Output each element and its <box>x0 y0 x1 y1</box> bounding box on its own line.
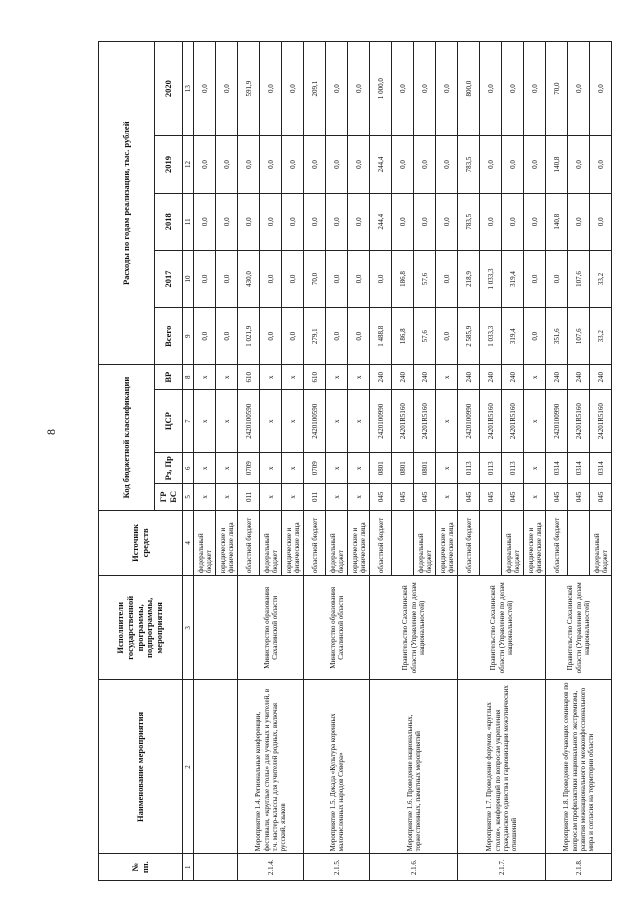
rz-cell: 0314 <box>568 453 590 484</box>
vr-cell: х <box>282 365 304 390</box>
source-cell: юридические и физические лица <box>348 510 370 575</box>
y2017-cell: 186,8 <box>392 250 414 307</box>
gr-cell: х <box>282 484 304 511</box>
y2019-cell: 0,0 <box>502 136 524 193</box>
y2020-cell: 0,0 <box>524 42 546 136</box>
y2020-cell: 0,0 <box>326 42 348 136</box>
measure-executor: Министерство образования Сахалинской области <box>304 576 370 680</box>
header-expenses: Расходы по годам реализации, тыс. рублей <box>99 42 155 365</box>
vr-cell: 240 <box>414 365 436 390</box>
measure-executor: Правительство Сахалинской области (Управление по делам национальностей) <box>370 576 458 680</box>
header-total: Всего <box>155 308 183 365</box>
source-cell: федеральный бюджет <box>260 510 282 575</box>
vr-cell: 240 <box>370 365 392 390</box>
source-cell: юридические и физические лица <box>216 510 238 575</box>
vr-cell: 240 <box>392 365 414 390</box>
measure-number: 2.1.8. <box>546 854 612 881</box>
header-source: Источник средств <box>99 510 183 575</box>
total-cell: 0,0 <box>436 308 458 365</box>
total-cell: 1 033,3 <box>480 308 502 365</box>
header-num: № пп. <box>99 854 183 881</box>
total-cell: 0,0 <box>524 308 546 365</box>
csr-cell: х <box>436 389 458 452</box>
source-cell: федеральный бюджет <box>194 510 216 575</box>
gr-cell: 045 <box>414 484 436 511</box>
y2020-cell: 0,0 <box>414 42 436 136</box>
rz-cell: 0801 <box>370 453 392 484</box>
y2018-cell: 0,0 <box>304 193 326 250</box>
vr-cell: х <box>348 365 370 390</box>
vr-cell: 610 <box>238 365 260 390</box>
rz-cell: х <box>194 453 216 484</box>
vr-cell: 240 <box>480 365 502 390</box>
header-csr: ЦСР <box>155 389 183 452</box>
y2018-cell: 0,0 <box>194 193 216 250</box>
source-cell: федеральный бюджет <box>414 510 436 575</box>
rz-cell: 0709 <box>238 453 260 484</box>
y2020-cell: 70,0 <box>546 42 568 136</box>
y2018-cell: 0,0 <box>524 193 546 250</box>
measure-name: Мероприятие 1.8. Проведение обучающих семинаров по вопросам профилактики национального экстремизма, развития межнационального и межконфессионального мира и согласия на территории области <box>546 680 612 854</box>
rz-cell: 0801 <box>392 453 414 484</box>
source-cell: областной бюджет <box>458 510 480 575</box>
y2017-cell: 0,0 <box>546 250 568 307</box>
total-cell: 1 021,9 <box>238 308 260 365</box>
y2020-cell: 0,0 <box>282 42 304 136</box>
csr-cell: х <box>260 389 282 452</box>
source-cell <box>568 510 590 575</box>
y2017-cell: 0,0 <box>326 250 348 307</box>
column-number: 2 <box>183 680 194 854</box>
csr-cell: 24201R5160 <box>392 389 414 452</box>
column-number: 13 <box>183 42 194 136</box>
num-cell <box>194 854 238 881</box>
y2017-cell: 33,2 <box>590 250 612 307</box>
y2017-cell: 57,6 <box>414 250 436 307</box>
y2020-cell: 0,0 <box>392 42 414 136</box>
gr-cell: х <box>524 484 546 511</box>
measure-executor: Правительство Сахалинской области (Управление по делам национальностей) <box>458 576 546 680</box>
column-number: 5 <box>183 484 194 511</box>
y2018-cell: 0,0 <box>282 193 304 250</box>
column-number: 10 <box>183 250 194 307</box>
measure-name: Мероприятие 1.5. Декада «Культура коренных малочисленных народов Севера» <box>304 680 370 854</box>
measure-executor: Министерство образования Сахалинской области <box>238 576 304 680</box>
y2020-cell: 0,0 <box>260 42 282 136</box>
y2018-cell: 244,4 <box>370 193 392 250</box>
total-cell: 186,8 <box>392 308 414 365</box>
rz-cell: 0113 <box>458 453 480 484</box>
y2019-cell: 0,0 <box>260 136 282 193</box>
vr-cell: 240 <box>458 365 480 390</box>
column-number: 11 <box>183 193 194 250</box>
y2018-cell: 0,0 <box>216 193 238 250</box>
gr-cell: 045 <box>370 484 392 511</box>
y2018-cell: 0,0 <box>238 193 260 250</box>
gr-cell: х <box>194 484 216 511</box>
total-cell: 0,0 <box>326 308 348 365</box>
total-cell: 319,4 <box>502 308 524 365</box>
y2019-cell: 0,0 <box>414 136 436 193</box>
y2019-cell: 783,5 <box>458 136 480 193</box>
vr-cell: 240 <box>546 365 568 390</box>
csr-cell: х <box>282 389 304 452</box>
y2018-cell: 0,0 <box>480 193 502 250</box>
rz-cell: х <box>348 453 370 484</box>
y2019-cell: 0,0 <box>590 136 612 193</box>
total-cell: 279,1 <box>304 308 326 365</box>
measure-executor: Правительство Сахалинской области (Управление по делам национальностей) <box>546 576 612 680</box>
csr-cell: 2420100590 <box>304 389 326 452</box>
y2017-cell: 0,0 <box>216 250 238 307</box>
y2019-cell: 0,0 <box>524 136 546 193</box>
y2019-cell: 0,0 <box>480 136 502 193</box>
csr-cell: х <box>348 389 370 452</box>
source-cell <box>480 510 502 575</box>
y2020-cell: 0,0 <box>194 42 216 136</box>
y2018-cell: 0,0 <box>590 193 612 250</box>
column-number: 4 <box>183 510 194 575</box>
vr-cell: х <box>216 365 238 390</box>
header-rz: Рз, Пр <box>155 453 183 484</box>
y2019-cell: 0,0 <box>216 136 238 193</box>
rz-cell: х <box>216 453 238 484</box>
total-cell: 0,0 <box>216 308 238 365</box>
y2019-cell: 0,0 <box>194 136 216 193</box>
y2019-cell: 140,8 <box>546 136 568 193</box>
y2017-cell: 218,9 <box>458 250 480 307</box>
header-vr: ВР <box>155 365 183 390</box>
y2017-cell: 0,0 <box>524 250 546 307</box>
y2017-cell: 1 033,3 <box>480 250 502 307</box>
y2017-cell: 0,0 <box>194 250 216 307</box>
header-year: 2018 <box>155 193 183 250</box>
page-number: 8 <box>44 429 58 435</box>
y2019-cell: 0,0 <box>348 136 370 193</box>
name-cell <box>194 680 238 854</box>
y2020-cell: 1 000,0 <box>370 42 392 136</box>
vr-cell: х <box>436 365 458 390</box>
total-cell: 351,6 <box>546 308 568 365</box>
measure-name: Мероприятие 1.7. Проведение форумов, «круглых столов», конференций по вопросам укрепления гражданского единства и гармонизации межэтнических отношений <box>458 680 546 854</box>
gr-cell: х <box>260 484 282 511</box>
y2020-cell: 0,0 <box>502 42 524 136</box>
column-number: 8 <box>183 365 194 390</box>
y2018-cell: 0,0 <box>568 193 590 250</box>
rz-cell: 0113 <box>502 453 524 484</box>
y2019-cell: 0,0 <box>436 136 458 193</box>
measure-number: 2.1.6. <box>370 854 458 881</box>
csr-cell: 2420100990 <box>458 389 480 452</box>
gr-cell: 045 <box>458 484 480 511</box>
rotated-page-content <box>98 1 618 881</box>
executor-cell <box>194 576 238 680</box>
y2018-cell: 0,0 <box>414 193 436 250</box>
y2020-cell: 0,0 <box>436 42 458 136</box>
gr-cell: 045 <box>546 484 568 511</box>
measure-name: Мероприятие 1.6. Проведение национальных, торжественных, памятных мероприятий <box>370 680 458 854</box>
y2019-cell: 244,4 <box>370 136 392 193</box>
source-cell: юридические и физические лица <box>282 510 304 575</box>
vr-cell: х <box>260 365 282 390</box>
csr-cell: х <box>524 389 546 452</box>
vr-cell: х <box>326 365 348 390</box>
source-cell: федеральный бюджет <box>326 510 348 575</box>
gr-cell: х <box>436 484 458 511</box>
rz-cell: х <box>436 453 458 484</box>
y2017-cell: 70,0 <box>304 250 326 307</box>
y2020-cell: 0,0 <box>480 42 502 136</box>
total-cell: 107,6 <box>568 308 590 365</box>
y2018-cell: 0,0 <box>502 193 524 250</box>
source-cell: юридические и физические лица <box>524 510 546 575</box>
y2017-cell: 107,6 <box>568 250 590 307</box>
measure-number: 2.1.7. <box>458 854 546 881</box>
total-cell: 2 585,9 <box>458 308 480 365</box>
expenditure-table <box>98 41 612 881</box>
vr-cell: х <box>524 365 546 390</box>
column-number: 3 <box>183 576 194 680</box>
table-row <box>370 42 392 881</box>
csr-cell: х <box>216 389 238 452</box>
gr-cell: 011 <box>238 484 260 511</box>
rz-cell: х <box>524 453 546 484</box>
y2019-cell: 0,0 <box>392 136 414 193</box>
rz-cell: х <box>282 453 304 484</box>
y2020-cell: 0,0 <box>348 42 370 136</box>
table-row <box>238 42 260 881</box>
y2019-cell: 0,0 <box>238 136 260 193</box>
gr-cell: 045 <box>502 484 524 511</box>
source-cell: федеральный бюджет <box>590 510 612 575</box>
total-cell: 33,2 <box>590 308 612 365</box>
table-row <box>546 42 568 881</box>
source-cell: областной бюджет <box>546 510 568 575</box>
total-cell: 57,6 <box>414 308 436 365</box>
source-cell <box>392 510 414 575</box>
column-number: 9 <box>183 308 194 365</box>
source-cell: областной бюджет <box>238 510 260 575</box>
rz-cell: 0314 <box>546 453 568 484</box>
csr-cell: 24201R5160 <box>568 389 590 452</box>
header-executors: Исполнители государственной программы, подпрограммы, мероприятия <box>99 576 183 680</box>
source-cell: областной бюджет <box>370 510 392 575</box>
y2018-cell: 0,0 <box>326 193 348 250</box>
column-number: 1 <box>183 854 194 881</box>
y2020-cell: 209,1 <box>304 42 326 136</box>
rz-cell: 0801 <box>414 453 436 484</box>
vr-cell: 610 <box>304 365 326 390</box>
gr-cell: 045 <box>392 484 414 511</box>
header-gr: ГР БС <box>155 484 183 511</box>
y2017-cell: 319,4 <box>502 250 524 307</box>
csr-cell: 2420100590 <box>238 389 260 452</box>
y2017-cell: 0,0 <box>370 250 392 307</box>
source-cell: областной бюджет <box>304 510 326 575</box>
table-row <box>304 42 326 881</box>
vr-cell: 240 <box>502 365 524 390</box>
y2018-cell: 0,0 <box>392 193 414 250</box>
total-cell: 0,0 <box>282 308 304 365</box>
csr-cell: 24201R5160 <box>590 389 612 452</box>
y2017-cell: 0,0 <box>348 250 370 307</box>
gr-cell: х <box>326 484 348 511</box>
rz-cell: 0314 <box>590 453 612 484</box>
y2018-cell: 140,8 <box>546 193 568 250</box>
header-year: 2020 <box>155 42 183 136</box>
y2020-cell: 0,0 <box>590 42 612 136</box>
rz-cell: х <box>260 453 282 484</box>
y2020-cell: 0,0 <box>216 42 238 136</box>
csr-cell: 24201R5160 <box>502 389 524 452</box>
column-number: 12 <box>183 136 194 193</box>
y2019-cell: 0,0 <box>282 136 304 193</box>
header-year: 2019 <box>155 136 183 193</box>
gr-cell: х <box>216 484 238 511</box>
total-cell: 0,0 <box>348 308 370 365</box>
csr-cell: 24201R5160 <box>480 389 502 452</box>
y2020-cell: 0,0 <box>568 42 590 136</box>
csr-cell: 2420100990 <box>370 389 392 452</box>
gr-cell: 045 <box>590 484 612 511</box>
total-cell: 1 488,8 <box>370 308 392 365</box>
gr-cell: 045 <box>480 484 502 511</box>
measure-number: 2.1.5. <box>304 854 370 881</box>
y2019-cell: 0,0 <box>326 136 348 193</box>
vr-cell: 240 <box>590 365 612 390</box>
y2020-cell: 800,0 <box>458 42 480 136</box>
measure-number: 2.1.4. <box>238 854 304 881</box>
vr-cell: х <box>194 365 216 390</box>
column-number: 6 <box>183 453 194 484</box>
table-row <box>458 42 480 881</box>
total-cell: 0,0 <box>260 308 282 365</box>
y2018-cell: 0,0 <box>436 193 458 250</box>
rz-cell: 0709 <box>304 453 326 484</box>
gr-cell: х <box>348 484 370 511</box>
header-name: Наименование мероприятия <box>99 680 183 854</box>
measure-name: Мероприятие 1.4. Региональные конференции, фестивали, «круглые столы» для ученых и учителей, в т.ч. мастер-классы для учителей родных, включая русский, языков <box>238 680 304 854</box>
y2018-cell: 0,0 <box>348 193 370 250</box>
source-cell: федеральный бюджет <box>502 510 524 575</box>
y2020-cell: 591,9 <box>238 42 260 136</box>
table-body <box>194 42 612 881</box>
vr-cell: 240 <box>568 365 590 390</box>
y2019-cell: 0,0 <box>304 136 326 193</box>
header-year: 2017 <box>155 250 183 307</box>
csr-cell: х <box>194 389 216 452</box>
y2017-cell: 0,0 <box>436 250 458 307</box>
y2017-cell: 0,0 <box>282 250 304 307</box>
csr-cell: 24201R5160 <box>414 389 436 452</box>
table-row <box>194 42 216 881</box>
gr-cell: 011 <box>304 484 326 511</box>
rz-cell: 0113 <box>480 453 502 484</box>
y2018-cell: 783,5 <box>458 193 480 250</box>
total-cell: 0,0 <box>194 308 216 365</box>
table-header <box>99 42 194 881</box>
y2017-cell: 0,0 <box>260 250 282 307</box>
y2017-cell: 430,0 <box>238 250 260 307</box>
source-cell: юридические и физические лица <box>436 510 458 575</box>
header-budget-code: Код бюджетной классификации <box>99 365 155 510</box>
gr-cell: 045 <box>568 484 590 511</box>
csr-cell: х <box>326 389 348 452</box>
rz-cell: х <box>326 453 348 484</box>
column-number: 7 <box>183 389 194 452</box>
csr-cell: 2420100990 <box>546 389 568 452</box>
column-number-row <box>183 42 194 881</box>
y2019-cell: 0,0 <box>568 136 590 193</box>
y2018-cell: 0,0 <box>260 193 282 250</box>
